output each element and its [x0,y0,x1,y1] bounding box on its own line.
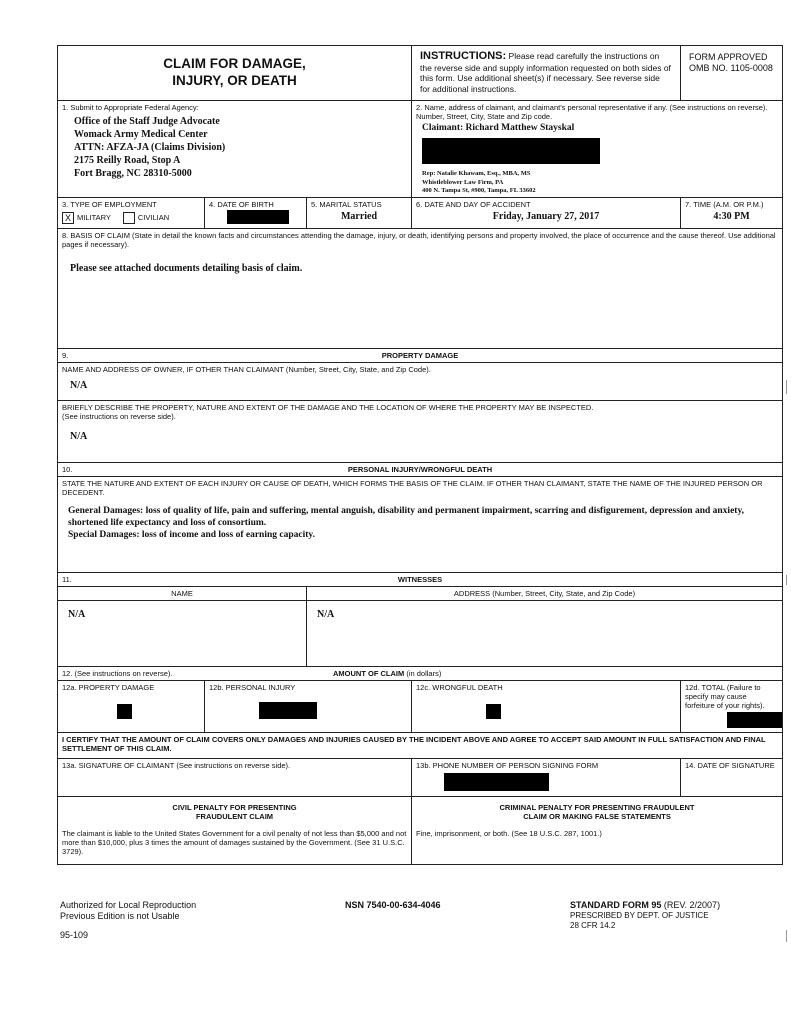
box-9-number: 9. [62,350,69,360]
witness-name-header: NAME [58,586,307,600]
box-11-header [58,572,783,586]
footer-form-number: 95-109 [60,930,89,940]
omb-number: OMB NO. 1105-0008 [689,62,773,73]
box-13b-phone[interactable] [412,758,681,796]
agency-line: 2175 Reilly Road, Stop A [74,155,181,166]
claim-form [57,45,782,865]
title-line-2: INJURY, OR DEATH [172,72,297,88]
redacted-claimant-address [422,138,600,164]
agency-line: ATTN: AFZA-JA (Claims Division) [74,142,226,153]
box-7-time[interactable] [681,197,783,228]
box-2-claimant[interactable] [412,101,783,198]
instructions [412,46,681,101]
box-12-label: 12. (See instructions on reverse). [62,668,173,678]
witness-address-header: ADDRESS (Number, Street, City, State, and Zip Code) [307,586,783,600]
redacted-phone [444,773,549,791]
redacted-personal-injury [259,702,317,719]
accident-date-value: Friday, January 27, 2017 [492,210,600,222]
owner-value: N/A [70,379,88,391]
box-13a-label: 13a. SIGNATURE OF CLAIMANT (See instructions on reverse side). [62,760,291,770]
rep-line: 400 N. Tampa St, #900, Tampa, FL 33602 [422,186,536,194]
box-9-owner[interactable] [58,362,783,400]
box-10-header [58,462,783,476]
representative [422,170,778,194]
general-damages: General Damages: loss of quality of life, pain and suffering, mental anguish, disability and permanent impairment, scarring and disfigurement, depression and anxiety, shortened life expectancy and loss of consortium. [68,505,745,529]
form-approved [681,46,783,101]
witness-name-cell[interactable] [58,600,307,666]
civilian-checkbox[interactable] [123,212,135,224]
military-checkbox[interactable]: X [62,212,74,224]
box-12d-label: 12d. TOTAL (Failure to specify may cause forfeiture of your rights). [685,682,765,710]
box-8-basis[interactable] [58,228,783,348]
footer-nsn: NSN 7540-00-634-4046 [345,900,441,910]
civil-penalty-title: CIVIL PENALTY FOR PRESENTING [172,802,297,812]
title-line-1: CLAIM FOR DAMAGE, [163,56,306,71]
describe-value: N/A [70,430,88,442]
redacted-total [727,712,782,728]
box-7-label: 7. TIME (A.M. OR P.M.) [685,199,764,209]
box-10-nature[interactable] [58,476,783,572]
box-1-agency[interactable] [58,101,412,198]
redacted-wrongful-death [486,704,501,719]
footer-standard-form: STANDARD FORM 95 [570,900,662,910]
box-9-header [58,348,783,362]
box-10-label: STATE THE NATURE AND EXTENT OF EACH INJURY OR CAUSE OF DEATH, WHICH FORMS THE BASIS OF THE CLAIM. IF OTHER THAN CLAIMANT, STATE THE NAME OF THE INJURED PERSON OR DECEDENT. [62,478,763,497]
witness-name-value: N/A [68,608,86,620]
scan-mark [786,575,787,585]
box-8-label: 8. BASIS OF CLAIM (State in detail the known facts and circumstances attending the damage, injury, or death, identifying persons and property involved, the place of occurrence and the cause thereof. Use additional pages if necessary). [62,230,776,249]
agency-line: Office of the Staff Judge Advocate [74,116,220,127]
box-12d[interactable] [681,680,783,732]
criminal-penalty-title-2: CLAIM OR MAKING FALSE STATEMENTS [523,811,671,821]
box-5-marital[interactable] [307,197,412,228]
property-damage-title: PROPERTY DAMAGE [381,350,459,360]
box-6-label: 6. DATE AND DAY OF ACCIDENT [416,199,531,209]
personal-injury-title: PERSONAL INJURY/WRONGFUL DEATH [347,464,493,474]
form-approved-label: FORM APPROVED [689,52,768,62]
scan-mark [786,930,787,942]
special-damages: Special Damages: loss of income and loss of earning capacity. [68,530,315,541]
box-12b-label: 12b. PERSONAL INJURY [209,682,296,692]
box-4-label: 4. DATE OF BIRTH [209,199,274,209]
describe-label: BRIEFLY DESCRIBE THE PROPERTY, NATURE AND EXTENT OF THE DAMAGE AND THE LOCATION OF WHERE THE PROPERTY MAY BE INSPECTED. [62,402,594,412]
civilian-label: CIVILIAN [137,212,170,222]
footer-revision: (REV. 2/2007) [663,900,721,910]
footer-prescribed: PRESCRIBED BY DEPT. OF JUSTICE [570,911,709,920]
box-13b-label: 13b. PHONE NUMBER OF PERSON SIGNING FORM [416,760,599,770]
redacted-dob [227,210,289,224]
accident-time-value: 4:30 PM [713,210,750,222]
box-12-header [58,666,783,680]
civil-penalty [58,796,412,864]
owner-label: NAME AND ADDRESS OF OWNER, IF OTHER THAN CLAIMANT (Number, Street, City, State, and Zip Code). [62,364,431,374]
box-6-date[interactable] [412,197,681,228]
scan-mark [786,380,787,394]
amount-of-claim-title: AMOUNT OF CLAIM [333,668,405,678]
witness-address-cell[interactable] [307,600,783,666]
box-2-label: 2. Name, address of claimant, and claimant's personal representative if any. (See instructions on reverse). Number, Street, City, State and Zip code. [416,103,768,121]
witness-address-value: N/A [317,608,335,620]
rep-line: Whistleblower Law Firm, PA [422,178,504,186]
box-9-describe[interactable] [58,400,783,462]
box-1-label: 1. Submit to Appropriate Federal Agency: [62,103,199,112]
instructions-text: Please read carefully the instructions on the reverse side and supply information requested on both sides of this form. Use additional sheet(s) if necessary. See reverse side for additional instructions. [420,51,671,94]
form-table [57,45,783,865]
footer-reproduction: Authorized for Local Reproduction [60,900,197,910]
box-12a[interactable] [58,680,205,732]
box-4-dob[interactable] [205,197,307,228]
footer-cfr: 28 CFR 14.2 [570,921,616,930]
agency-line: Womack Army Medical Center [74,129,208,140]
claimant-name: Claimant: Richard Matthew Stayskal [422,123,575,133]
redacted-property-damage [117,704,132,719]
certification-statement: I CERTIFY THAT THE AMOUNT OF CLAIM COVERS ONLY DAMAGES AND INJURIES CAUSED BY THE INCIDENT ABOVE AND AGREE TO ACCEPT SAID AMOUNT IN FULL SATISFACTION AND FINAL SETTLEMENT OF THIS CLAIM. [58,732,783,758]
describe-sub: (See instructions on reverse side). [62,411,176,421]
box-11-number: 11. [62,574,72,584]
box-14-date[interactable] [681,758,783,796]
box-12c-label: 12c. WRONGFUL DEATH [416,682,503,692]
box-10-number: 10. [62,464,73,474]
box-12a-label: 12a. PROPERTY DAMAGE [62,682,155,692]
box-5-label: 5. MARITAL STATUS [311,199,382,209]
agency-address [74,115,407,180]
box-3-employment [58,197,205,228]
form-title [58,46,412,101]
amount-of-claim-sub: (in dollars) [406,668,442,678]
box-14-label: 14. DATE OF SIGNATURE [685,760,775,770]
box-3-label: 3. TYPE OF EMPLOYMENT [62,199,157,209]
box-12b[interactable] [205,680,412,732]
injury-description [68,505,768,542]
rep-line: Rep: Natalie Khawam, Esq., MBA, MS [422,170,531,178]
footer-previous-edition: Previous Edition is not Usable [60,911,180,921]
criminal-penalty-title: CRIMINAL PENALTY FOR PRESENTING FRAUDULENT [499,802,695,812]
agency-line: Fort Bragg, NC 28310-5000 [74,168,192,179]
criminal-penalty-text: Fine, imprisonment, or both. (See 18 U.S.C. 287, 1001.) [416,828,602,838]
criminal-penalty [412,796,783,864]
military-label: MILITARY [77,212,111,222]
civil-penalty-text: The claimant is liable to the United States Government for a civil penalty of not less than $5,000 and not more than $10,000, plus 3 times the amount of damages sustained by the Government. (See 31 U.S.C. 3729). [62,828,407,856]
basis-of-claim-value: Please see attached documents detailing basis of claim. [70,262,303,274]
civil-penalty-title-2: FRAUDULENT CLAIM [195,811,274,821]
instructions-label: INSTRUCTIONS: [420,50,507,62]
box-12c[interactable] [412,680,681,732]
witnesses-title: WITNESSES [397,574,443,584]
marital-status-value: Married [340,210,378,222]
box-13a-signature[interactable] [58,758,412,796]
